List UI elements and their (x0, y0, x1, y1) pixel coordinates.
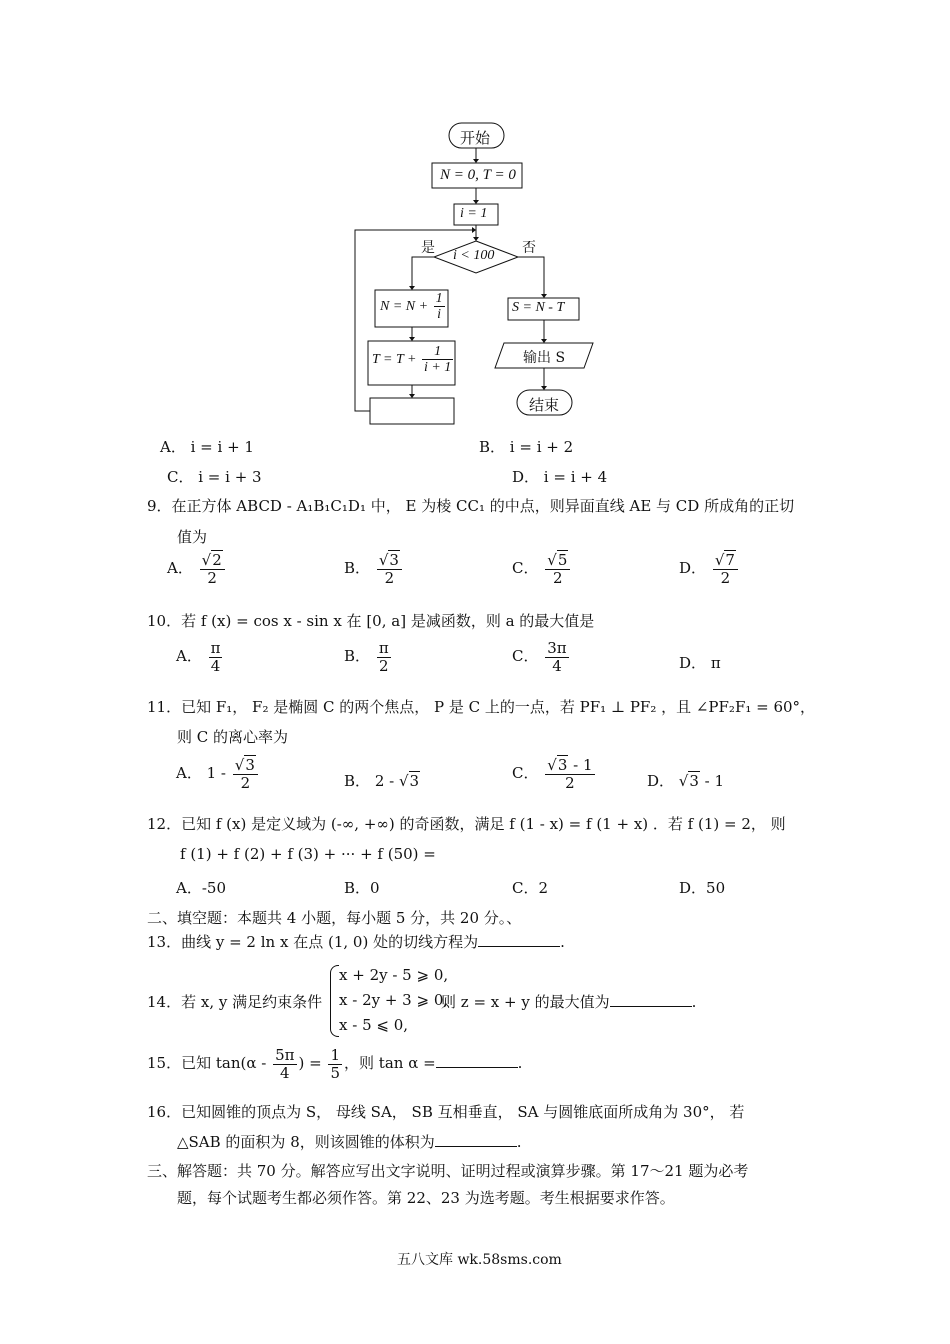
q10-b-label: B． (344, 647, 371, 665)
q8-option-a: A． i = i + 1 (160, 438, 254, 456)
q11-a-pre: 1 - (206, 764, 227, 782)
q11-c-den: 2 (565, 773, 575, 792)
q9-option-a: A． $\frac{√2}{2}$ (167, 552, 227, 586)
q9-d-radicand: 7 (725, 551, 735, 569)
q11-d-label: D． (647, 772, 675, 790)
q15 (147, 1047, 522, 1081)
q9-d-den: 2 (720, 568, 731, 587)
q14-constraint-2: x - 2y + 3 ⩾ 0, (339, 991, 449, 1009)
q12-option-d: D．50 (679, 879, 726, 897)
q9-option-c: C． $\frac{√5}{2}$ (512, 552, 572, 586)
q12-option-b: B．0 (344, 879, 380, 897)
q15-mid: ) = (298, 1054, 322, 1072)
q12-option-c: C．2 (512, 879, 549, 897)
q10-a-den: 4 (210, 656, 221, 675)
q11-a-den: 2 (240, 773, 251, 792)
q11-c-radicand: 3 (557, 756, 568, 774)
q9-option-d: D． $\frac{√7}{2}$ (679, 552, 740, 586)
q8-option-b: B． i = i + 2 (479, 438, 574, 456)
q14-post (441, 991, 696, 1012)
q15-pre: 15．已知 tan(α - (147, 1054, 267, 1072)
q11-b-radicand: 3 (409, 772, 420, 790)
flow-n-update-lhs: N = N + (380, 299, 429, 315)
q16-tail: . (516, 1133, 522, 1151)
q12-stem-line2: f (1) + f (2) + f (3) + ··· + f (50) = (180, 845, 436, 863)
section-2-heading: 二、填空题：本题共 4 小题，每小题 5 分，共 20 分。、 (147, 909, 522, 927)
q16-stem-line2 (177, 1131, 522, 1152)
q10-a-label: A． (176, 647, 202, 665)
q14-pre: 14．若 x, y 满足约束条件 (147, 993, 323, 1011)
flow-t-num: 1 (422, 344, 453, 360)
q10-b-num: π (378, 639, 389, 657)
q10-option-b (344, 640, 393, 674)
q14-constraint-3: x - 5 ⩽ 0, (339, 1016, 409, 1034)
q16-line2-text: △SAB 的面积为 8，则该圆锥的体积为 (177, 1133, 435, 1151)
flow-output-label: 输出 S (523, 350, 566, 366)
flow-t-update-fraction (422, 344, 453, 376)
flow-init-label: N = 0, T = 0 (440, 167, 516, 183)
q15-tail: . (517, 1054, 523, 1072)
q9-option-b: B． $\frac{√3}{2}$ (344, 552, 404, 586)
flow-n-update-fraction (434, 291, 445, 323)
q11-c-label: C． (512, 764, 539, 782)
flow-t-den: i + 1 (423, 360, 452, 376)
q11-c-num-tail: - 1 (568, 756, 593, 774)
q9-b-den: 2 (384, 568, 395, 587)
q13-answer-blank (478, 932, 560, 947)
q14-post-text: 则 z = x + y 的最大值为 (441, 993, 610, 1011)
q10-d-value: π (710, 654, 721, 672)
q11-b-label: B． (344, 772, 371, 790)
q10-option-c (512, 640, 571, 674)
q15-f1-num: 5π (275, 1046, 295, 1064)
section-3-line1: 三、解答题：共 70 分。解答应写出文字说明、证明过程或演算步骤。第 17～21 题为必考 (147, 1162, 749, 1180)
q15-answer-blank (436, 1053, 518, 1068)
q15-post: ，则 tan α = (344, 1054, 436, 1072)
q8-option-c: C． i = i + 3 (167, 468, 262, 486)
q9-c-den: 2 (553, 568, 563, 587)
q11-b-pre: 2 - (374, 772, 395, 790)
q10-c-label: C． (512, 647, 539, 665)
q11-a-radicand: 3 (245, 756, 255, 774)
q10-option-d (679, 652, 721, 673)
q11-stem-line2: 则 C 的离心率为 (177, 728, 289, 746)
q14-answer-blank (610, 992, 692, 1007)
q9-a-label: A． (167, 559, 193, 577)
q11-option-a: A． 1 - $\frac{√3}{2}$ (176, 757, 260, 791)
q9-b-radicand: 3 (389, 551, 399, 569)
flow-no-label: 否 (522, 240, 536, 256)
q16-stem-line1: 16．已知圆锥的顶点为 S， 母线 SA， SB 互相垂直， SA 与圆锥底面所成角为 30°， 若 (147, 1103, 745, 1121)
flow-n-den: i (437, 307, 442, 323)
q15-f1-den: 4 (280, 1063, 290, 1082)
q14-tail: . (691, 993, 697, 1011)
q10-option-a (176, 640, 224, 674)
q9-b-label: B． (344, 559, 371, 577)
q16-answer-blank (435, 1132, 517, 1147)
flow-n-num: 1 (435, 291, 443, 306)
q12-option-a: A．-50 (176, 879, 226, 897)
flow-i-init-label: i = 1 (460, 206, 488, 221)
flow-start-label: 开始 (460, 129, 491, 147)
flow-condition-label: i < 100 (453, 248, 495, 263)
q11-stem-line1: 11．已知 F₁， F₂ 是椭圆 C 的两个焦点， P 是 C 上的一点，若 PF₁ ⊥ PF₂ ，且 ∠PF₂F₁ = 60°， (147, 698, 816, 716)
q10-c-den: 4 (552, 656, 562, 675)
q14-brace (330, 965, 339, 1037)
q15-f2-den: 5 (330, 1063, 341, 1082)
q13 (147, 931, 565, 952)
section-3-line2: 题，每个试题考生都必须作答。第 22、23 为选考题。考生根据要求作答。 (177, 1189, 675, 1207)
q11-option-d: D． √3 - 1 (647, 772, 725, 790)
q10-stem: 10．若 f (x) = cos x - sin x 在 [0, a] 是减函数，则 a 的最大值是 (147, 612, 595, 630)
q10-c-num: 3π (547, 639, 567, 657)
flow-yes-label: 是 (421, 240, 435, 256)
blank-box (370, 398, 454, 424)
q14-constraint-1: x + 2y - 5 ⩾ 0, (339, 966, 449, 984)
q12-stem-line1: 12．已知 f (x) 是定义域为 (-∞, +∞) 的奇函数，满足 f (1 - x) = f (1 + x) ．若 f (1) = 2， 则 (147, 815, 786, 833)
flow-t-update-label (372, 344, 455, 376)
q11-a-label: A． (176, 764, 202, 782)
flowchart (340, 115, 610, 430)
q8-option-d: D． i = i + 4 (512, 468, 608, 486)
q11-d-tail: - 1 (699, 772, 725, 790)
q11-option-c: C． $\frac{√3 - 1}{2}$ (512, 756, 593, 792)
q15-f2-num: 1 (330, 1046, 341, 1064)
q10-a-num: π (210, 639, 221, 657)
q9-d-label: D． (679, 559, 707, 577)
q9-stem-line2: 值为 (177, 528, 208, 546)
q10-b-den: 2 (378, 656, 389, 675)
q11-option-b: B． 2 - √3 (344, 772, 420, 790)
q9-c-label: C． (512, 559, 539, 577)
q13-stem: 13．曲线 y = 2 ln x 在点 (1, 0) 处的切线方程为 (147, 933, 479, 951)
q9-a-radicand: 2 (212, 551, 222, 569)
footer-watermark: 五八文库 wk.58sms.com (397, 1252, 562, 1268)
q9-stem-line1: 9．在正方体 ABCD - A₁B₁C₁D₁ 中， E 为棱 CC₁ 的中点，则异面直线 AE 与 CD 所成角的正切 (147, 497, 795, 515)
flow-n-update-label (380, 291, 447, 323)
q13-tail: . (560, 933, 565, 951)
q11-d-radicand: 3 (689, 772, 699, 790)
q9-a-den: 2 (207, 568, 217, 587)
q10-d-label: D． (679, 654, 707, 672)
q9-c-radicand: 5 (557, 551, 568, 569)
flow-s-calc-label: S = N - T (512, 300, 565, 315)
flow-end-label: 结束 (529, 396, 560, 414)
flow-t-update-lhs: T = T + (372, 352, 417, 368)
